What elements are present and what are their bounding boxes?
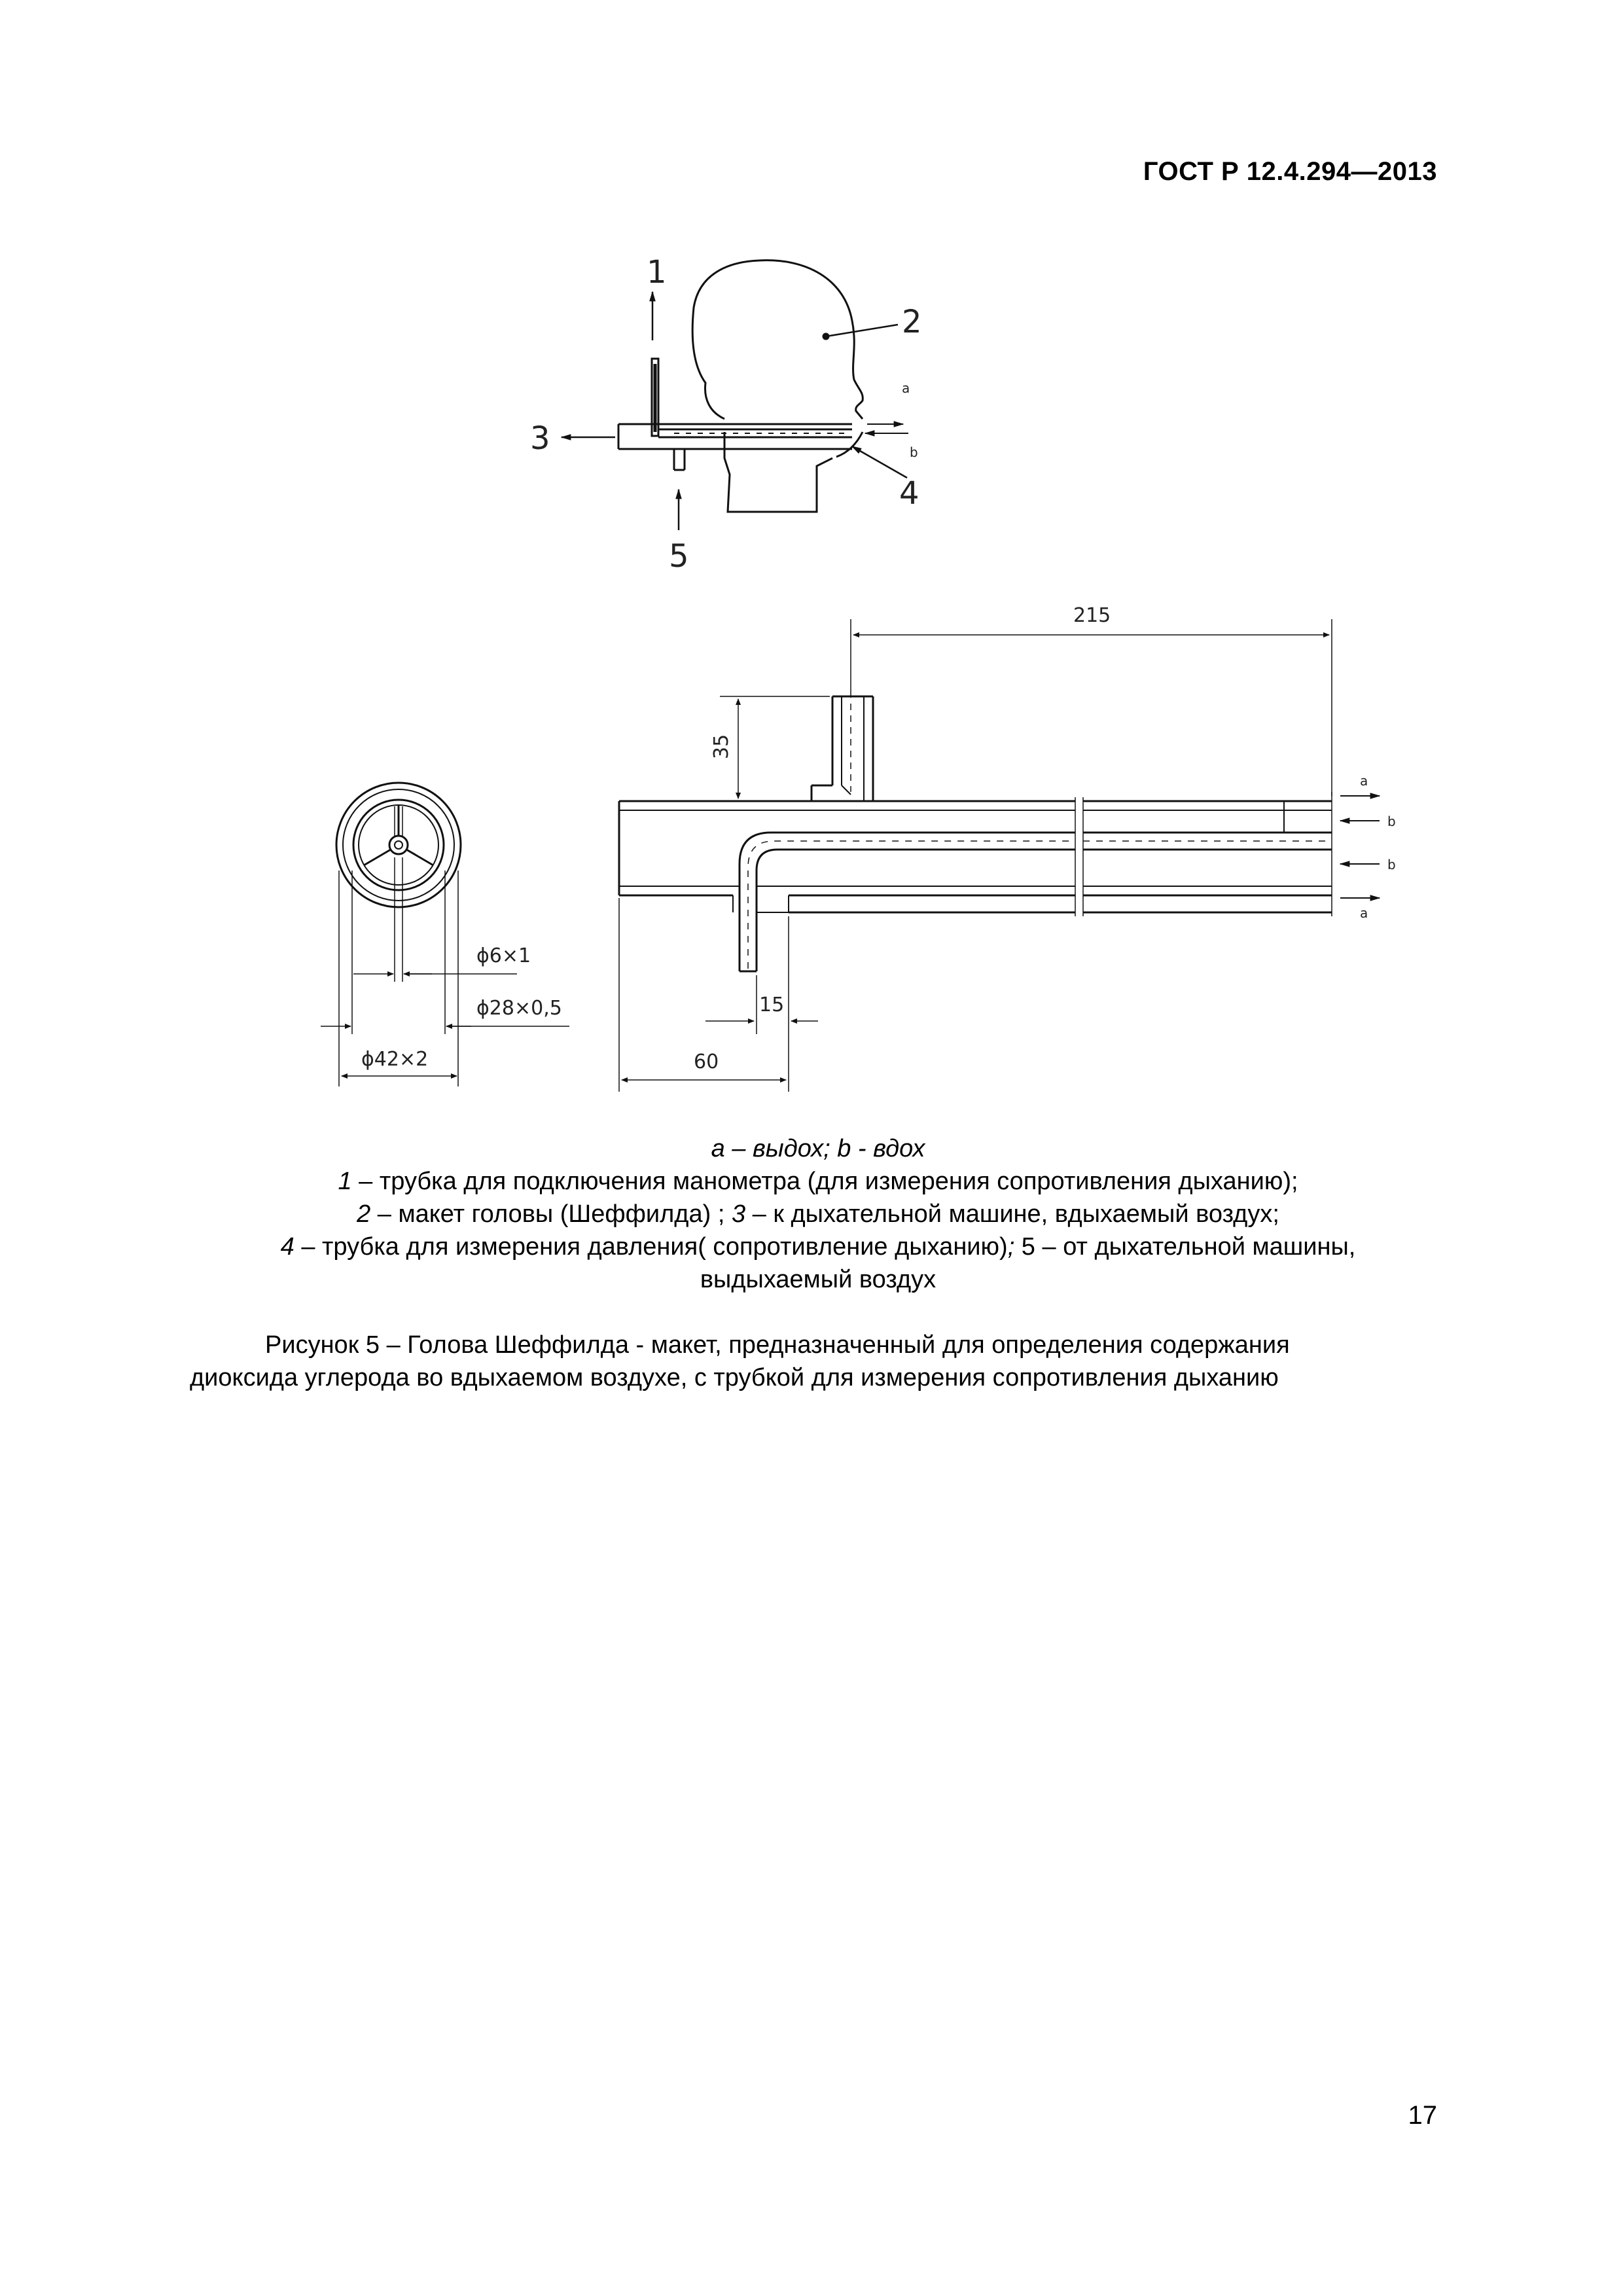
standard-code: ГОСТ Р 12.4.294—2013 (1143, 157, 1437, 186)
dim-phi28: ϕ28×0,5 (476, 997, 562, 1020)
dim-phi42: ϕ42×2 (361, 1048, 429, 1071)
legend-ab: a – выдох; b - вдох (711, 1135, 925, 1162)
legend-4-num: 4 (280, 1233, 294, 1261)
head-outline (692, 260, 863, 419)
longitudinal-dims (694, 604, 1396, 1073)
callout-b: b (910, 444, 918, 460)
page-number: 17 (1408, 2101, 1437, 2130)
technical-drawing (0, 0, 1623, 1126)
callout-5: 5 (669, 538, 689, 575)
flow-b-bottom: b (1387, 857, 1396, 872)
legend-3-num: 3 (731, 1200, 746, 1228)
dim-35: 35 (710, 734, 733, 759)
legend-4-sep: ; (1007, 1233, 1015, 1261)
dim-60: 60 (694, 1050, 719, 1073)
cross-section (321, 783, 569, 1086)
longitudinal-section (619, 619, 1380, 1092)
legend-5-cont: выдыхаемый воздух (700, 1266, 936, 1293)
dim-15: 15 (759, 994, 785, 1016)
flow-b-top: b (1387, 814, 1396, 829)
legend-5-text: 5 – от дыхательной машины, (1014, 1233, 1356, 1261)
flow-a-top: a (1360, 773, 1368, 789)
dim-phi6: ϕ6×1 (476, 944, 531, 967)
figure-caption (190, 1329, 1407, 1394)
legend-1-num: 1 (338, 1168, 352, 1195)
cross-section-dims (361, 944, 562, 1071)
callout-3: 3 (530, 420, 550, 457)
callout-2-leader (826, 325, 898, 336)
caption-line-2: диоксида углерода во вдыхаемом воздухе, с трубкой для измерения сопротивления дыханию (190, 1364, 1279, 1391)
callout-4: 4 (899, 475, 919, 512)
head-neck (724, 432, 832, 512)
head-callouts (530, 254, 922, 575)
callout-1: 1 (647, 254, 667, 291)
callout-a: a (902, 380, 910, 396)
legend-2-num: 2 (357, 1200, 371, 1228)
legend-2-text: – макет головы (Шеффилда) ; (370, 1200, 732, 1228)
legend-1-text: – трубка для подключения манометра (для измерения сопротивления дыханию); (351, 1168, 1298, 1195)
figure-legend (183, 1132, 1453, 1296)
legend-3-text: – к дыхательной машине, вдыхаемый воздух; (745, 1200, 1279, 1228)
callout-4-leader (852, 446, 907, 478)
dim-215: 215 (1073, 604, 1111, 627)
callout-2: 2 (902, 304, 922, 340)
legend-4-text: – трубка для измерения давления( сопротивление дыханию) (294, 1233, 1008, 1261)
flow-a-bottom: a (1360, 905, 1368, 921)
caption-line-1: Рисунок 5 – Голова Шеффилда - макет, предназначенный для определения содержания (265, 1331, 1290, 1359)
head-assembly (562, 260, 908, 530)
